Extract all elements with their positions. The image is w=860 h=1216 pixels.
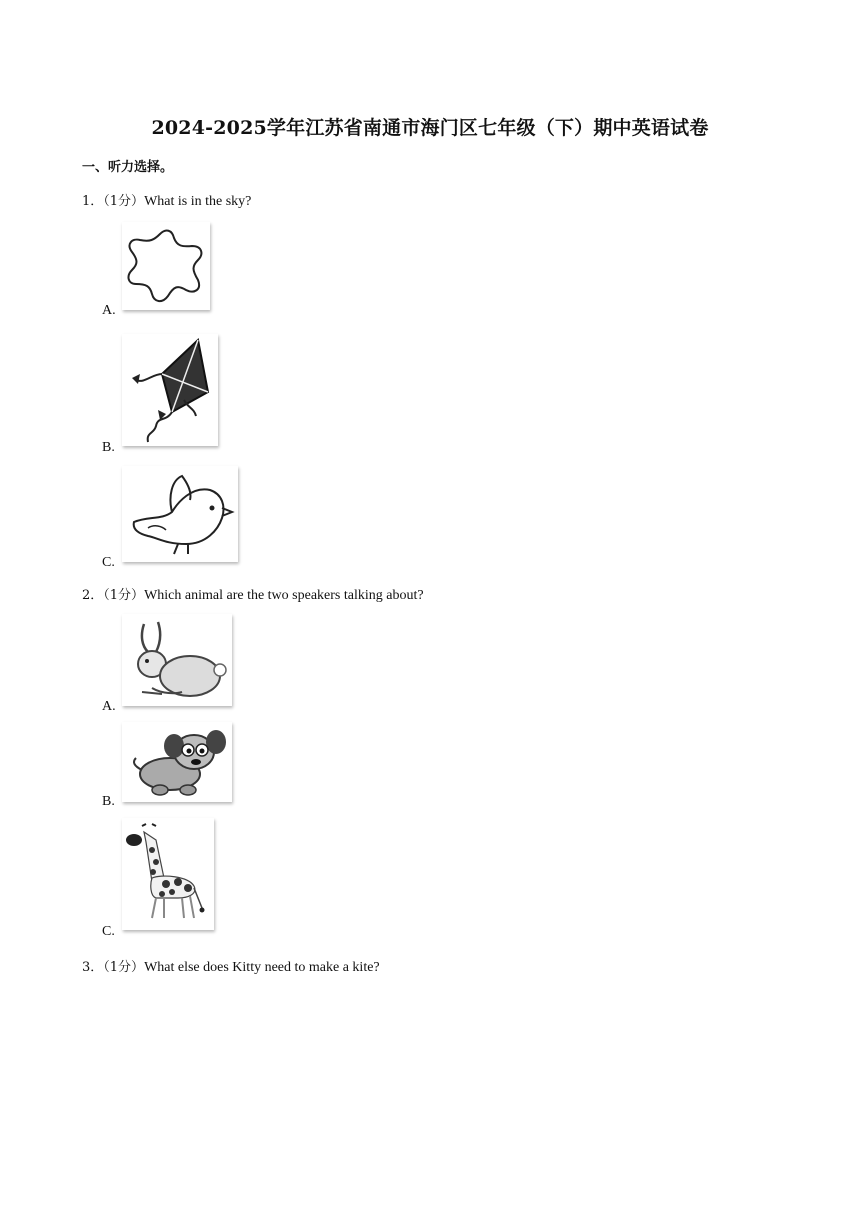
option-label: B. bbox=[102, 794, 115, 809]
giraffe-icon bbox=[122, 818, 214, 930]
question-1 bbox=[82, 190, 251, 210]
rabbit-icon bbox=[122, 614, 232, 706]
question-score: （1分） bbox=[103, 960, 145, 975]
section-heading: 一、听力选择。 bbox=[82, 160, 174, 175]
option-label: A. bbox=[102, 303, 116, 318]
exam-title: 2024-2025学年江苏省南通市海门区七年级（下）期中英语试卷 bbox=[151, 117, 709, 139]
question-3 bbox=[82, 956, 380, 976]
option-label: B. bbox=[102, 440, 115, 455]
question-number: 3． bbox=[82, 960, 104, 975]
dog-icon bbox=[122, 722, 232, 802]
question-number: 1． bbox=[82, 194, 104, 209]
option-label: A. bbox=[102, 699, 116, 714]
bird-icon bbox=[122, 466, 238, 562]
kite-icon bbox=[122, 334, 218, 446]
question-text: What else does Kitty need to make a kite? bbox=[144, 960, 380, 975]
star-icon bbox=[122, 222, 210, 310]
question-text: What is in the sky? bbox=[144, 194, 252, 209]
option-label: C. bbox=[102, 555, 115, 570]
question-score: （1分） bbox=[103, 588, 145, 603]
question-2 bbox=[82, 584, 424, 604]
question-text: Which animal are the two speakers talking about? bbox=[144, 588, 424, 603]
option-label: C. bbox=[102, 924, 115, 939]
question-number: 2． bbox=[82, 588, 104, 603]
question-score: （1分） bbox=[103, 194, 145, 209]
